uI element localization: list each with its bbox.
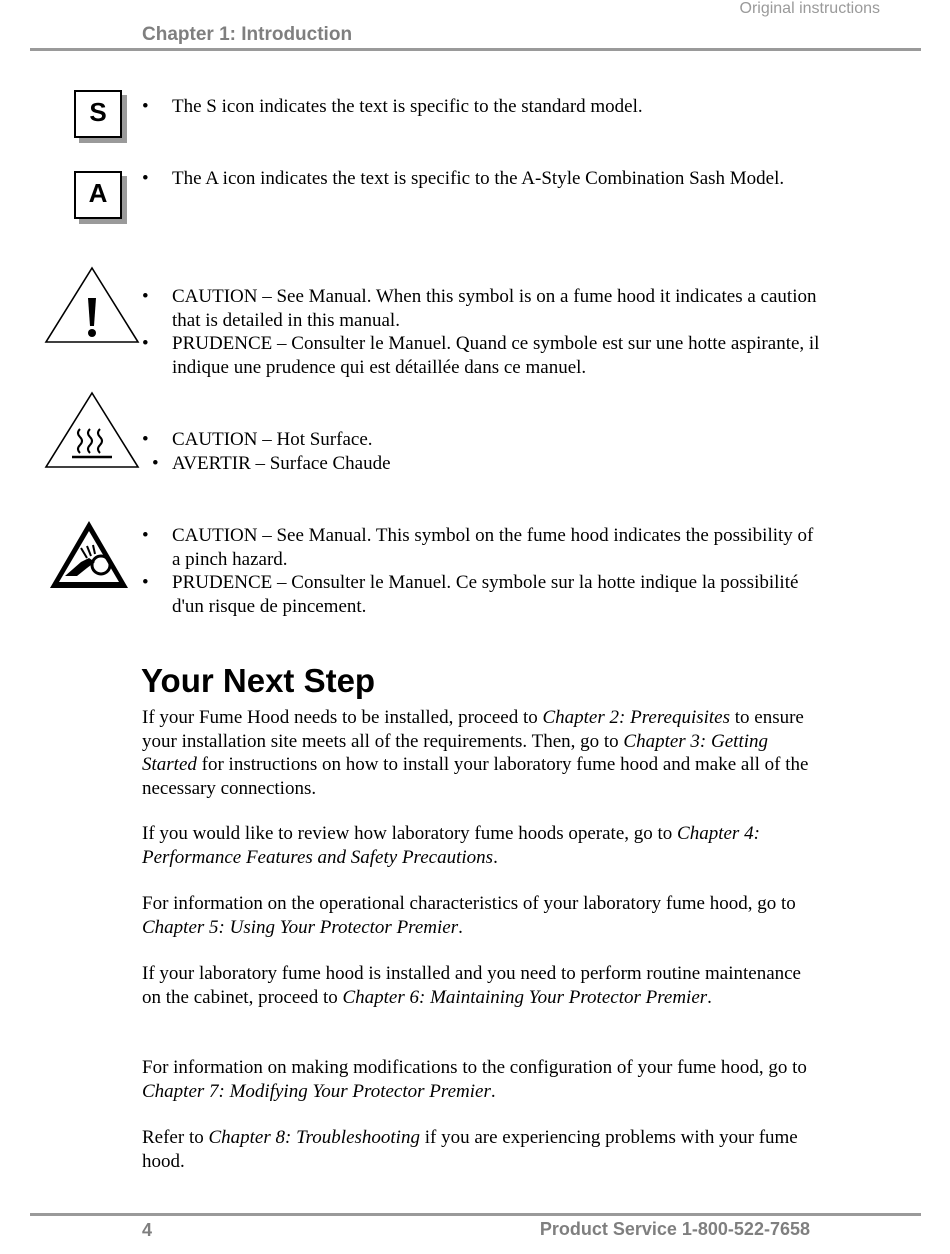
next-step-paragraph: [142, 1056, 817, 1103]
a-style-model-icon: A: [74, 171, 122, 219]
paragraph-text: .: [458, 916, 463, 938]
next-step-paragraph: [142, 1126, 817, 1173]
standard-model-list: [142, 95, 822, 119]
paragraph-text: .: [707, 986, 712, 1008]
next-step-paragraph: [142, 822, 817, 869]
list-item: • CAUTION – See Manual. This symbol on the fume hood indicates the possibility of a pinch hazard.: [142, 524, 822, 571]
list-item: • PRUDENCE – Consulter le Manuel. Ce symbole sur la hotte indique la possibilité d'un risque de pincement.: [142, 571, 822, 618]
pinch-hazard-icon: [47, 518, 131, 592]
list-item: • CAUTION – Hot Surface.: [142, 428, 822, 452]
paragraph-text: If you would like to review how laboratory fume hoods operate, go to: [142, 823, 678, 844]
paragraph-text: If your Fume Hood needs to be installed, proceed to: [142, 707, 543, 728]
paragraph-text: For information on making modifications to the configuration of your fume hood, go to: [142, 1057, 807, 1078]
list-item: • The S icon indicates the text is specific to the standard model.: [142, 95, 822, 119]
footer-rule: [30, 1213, 921, 1216]
chapter-reference: Chapter 7: Modifying Your Protector Premier: [142, 1080, 491, 1102]
paragraph-text: for instructions on how to install your laboratory fume hood and make all of the necessary connections.: [142, 754, 809, 799]
next-step-paragraph: [142, 892, 817, 939]
caution-exclamation-icon: [44, 266, 140, 346]
a-style-model-list: [142, 167, 822, 191]
chapter-title: Chapter 1: Introduction: [142, 24, 353, 45]
paragraph-text: to ensure your installation site meets all of the requirements. Then, go to: [142, 707, 804, 752]
list-item: • CAUTION – See Manual. When this symbol is on a fume hood it indicates a caution that is detailed in this manual.: [142, 285, 822, 332]
page-number: 4: [142, 1220, 153, 1240]
header-rule: [30, 48, 921, 51]
chapter-reference: Chapter 8: Troubleshooting: [208, 1127, 420, 1148]
pinch-hazard-list: [142, 524, 822, 618]
next-step-paragraph: [142, 706, 817, 800]
next-step-paragraph: [142, 962, 817, 1009]
next-step-heading: Your Next Step: [141, 662, 376, 699]
hot-surface-list: [142, 428, 822, 475]
list-item: • AVERTIR – Surface Chaude: [142, 452, 822, 476]
paragraph-text: .: [493, 846, 498, 868]
chapter-reference: Chapter 2: Prerequisites: [542, 707, 730, 728]
paragraph-text: If your laboratory fume hood is installed and you need to perform routine maintenance on the cabinet, proceed to: [142, 963, 801, 1008]
paragraph-text: .: [490, 1080, 496, 1102]
caution-manual-list: [142, 285, 822, 379]
paragraph-text: For information on the operational characteristics of your laboratory fume hood, go to: [142, 893, 796, 914]
chapter-reference: Chapter 6: Maintaining Your Protector Premier: [342, 986, 708, 1008]
original-instructions-label: Original instructions: [739, 0, 880, 17]
paragraph-text: if you are experiencing problems with your fume hood.: [142, 1127, 798, 1172]
chapter-reference: Chapter 4: Performance Features and Safety Precautions: [142, 823, 760, 868]
chapter-reference: Chapter 5: Using Your Protector Premier: [142, 916, 459, 938]
hot-surface-icon: [44, 391, 140, 471]
paragraph-text: Refer to: [142, 1127, 209, 1148]
list-item: • The A icon indicates the text is specific to the A-Style Combination Sash Model.: [142, 167, 822, 191]
product-service-phone: Product Service 1-800-522-7658: [539, 1219, 810, 1239]
list-item: • PRUDENCE – Consulter le Manuel. Quand ce symbole est sur une hotte aspirante, il indique une prudence qui est détaillée dans ce manuel.: [142, 332, 822, 379]
chapter-reference: Chapter 3: Getting Started: [142, 730, 769, 775]
standard-model-icon: S: [74, 90, 122, 138]
